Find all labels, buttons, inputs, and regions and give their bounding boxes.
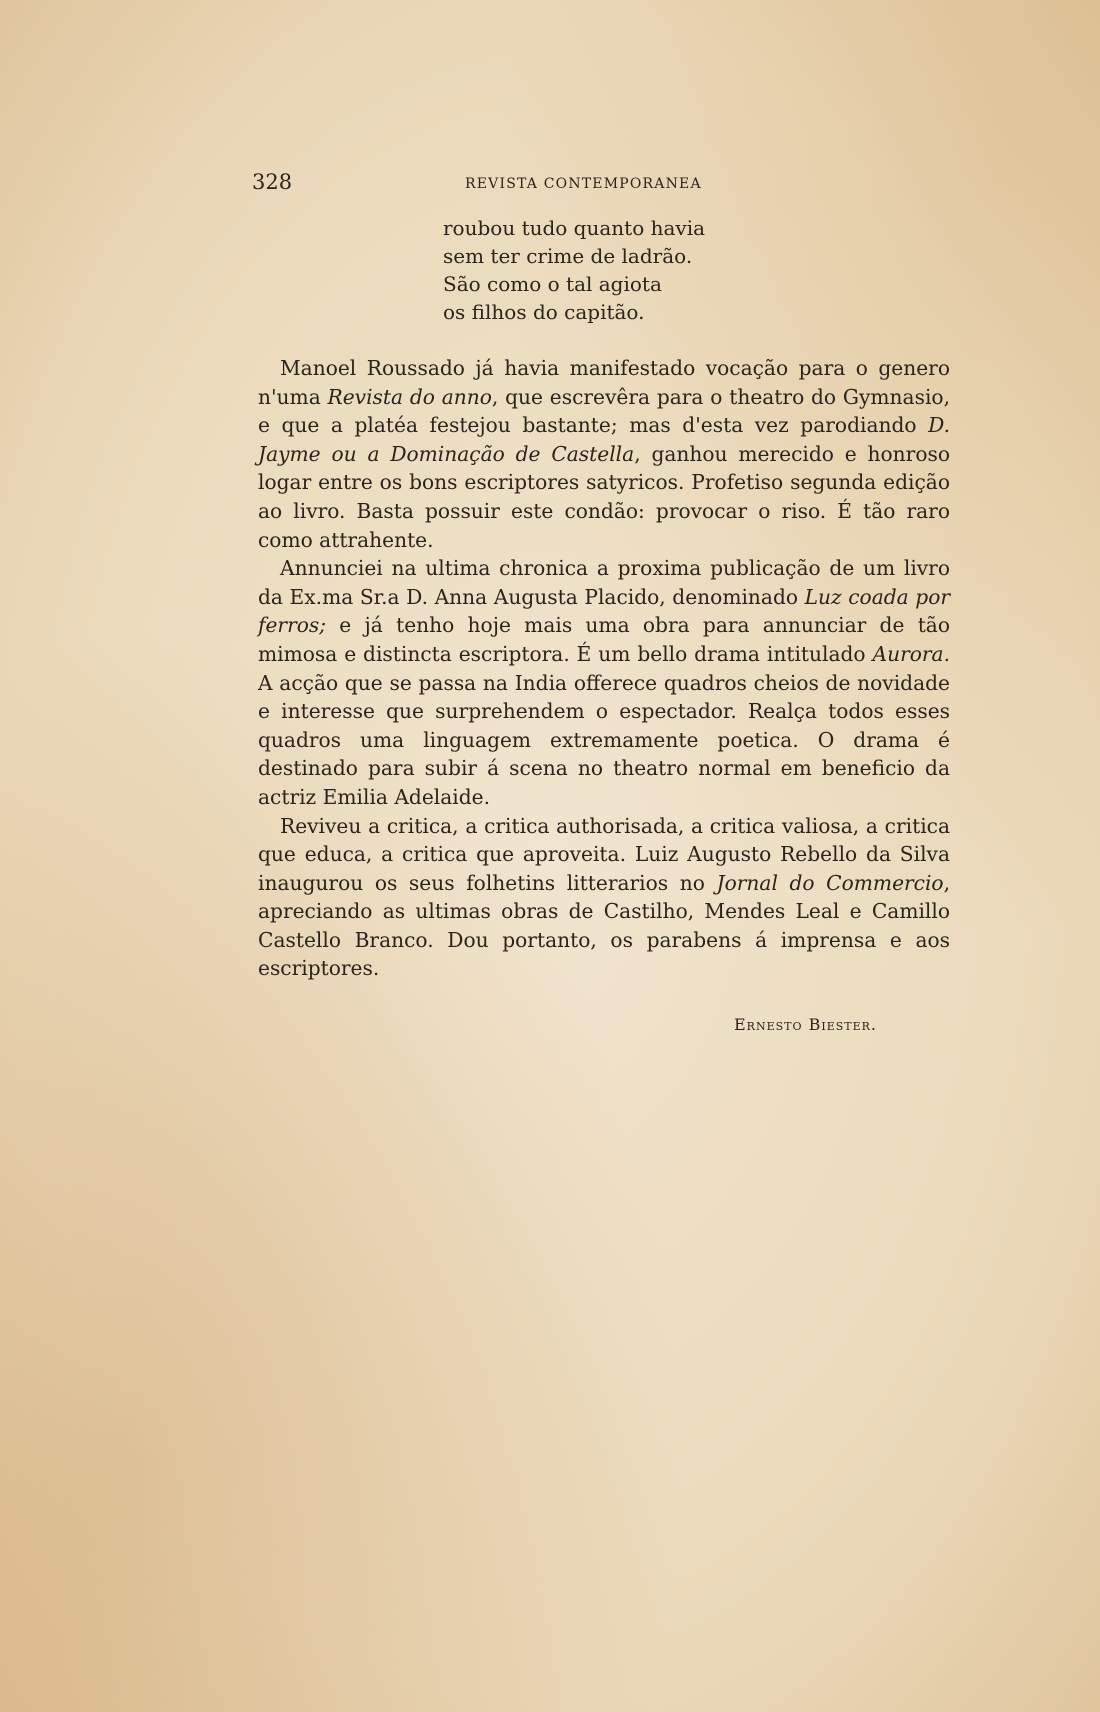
paragraph-placido	[258, 554, 950, 811]
paragraph-roussado	[258, 354, 950, 554]
verse-line: os filhos do capitão.	[443, 300, 645, 324]
running-title: REVISTA CONTEMPORANEA	[465, 176, 702, 192]
text-run: Annunciei na ultima chronica a proxima publicação de um livro da Ex.ma Sr.a D. Anna Augusta Placido, denominado	[258, 556, 950, 609]
italic-title: Jornal do Commercio	[716, 870, 944, 895]
text-run: A acção que se passa na India offerece quadros cheios de novidade e interesse que surprehendem o espectador. Realça todos esses quadros uma linguagem extremamente poetica. O drama é destinado para subir á scena no theatro normal em beneficio da actriz Emilia Adelaide.	[258, 670, 950, 809]
verse-quote	[443, 214, 705, 326]
author-signature: Ernesto Biester.	[734, 1015, 877, 1034]
italic-title: Aurora.	[872, 641, 950, 666]
verse-line: sem ter crime de ladrão.	[443, 244, 693, 268]
text-run: e já tenho hoje mais uma obra para annunciar de tão mimosa e distincta escriptora. É um bello drama intitulado	[258, 613, 950, 666]
text-run: , que escrevêra para o theatro do Gymnasio, e que a platéa festejou bastante; mas d'esta vez parodiando	[258, 384, 950, 438]
page-number: 328	[252, 170, 293, 194]
italic-title: D. Jayme ou a Dominação de Castella	[258, 413, 950, 466]
text-run: , apreciando as ultimas obras de Castilho, Mendes Leal e Camillo Castello Branco. Dou portanto, os parabens á imprensa e aos escriptores.	[258, 870, 951, 981]
paragraph-critica	[258, 812, 950, 984]
italic-title: Revista do anno	[327, 384, 492, 409]
italic-title: Luz coada por ferros;	[258, 584, 950, 638]
article-body	[258, 354, 950, 983]
verse-line: roubou tudo quanto havia	[443, 216, 706, 240]
text-run: , ganhou merecido e honroso logar entre os bons escriptores satyricos. Profetiso segunda edição ao livro. Basta possuir este condão: provocar o riso. É tão raro como attrahente.	[258, 441, 951, 552]
text-run: Manoel Roussado já havia manifestado vocação para o genero n'uma	[258, 356, 950, 409]
page-header	[252, 172, 952, 202]
text-run: Reviveu a critica, a critica authorisada, a critica valiosa, a critica que educa, a critica que aproveita. Luiz Augusto Rebello da Silva inaugurou os seus folhetins litterarios no	[258, 813, 950, 895]
verse-line: São como o tal agiota	[443, 272, 662, 296]
